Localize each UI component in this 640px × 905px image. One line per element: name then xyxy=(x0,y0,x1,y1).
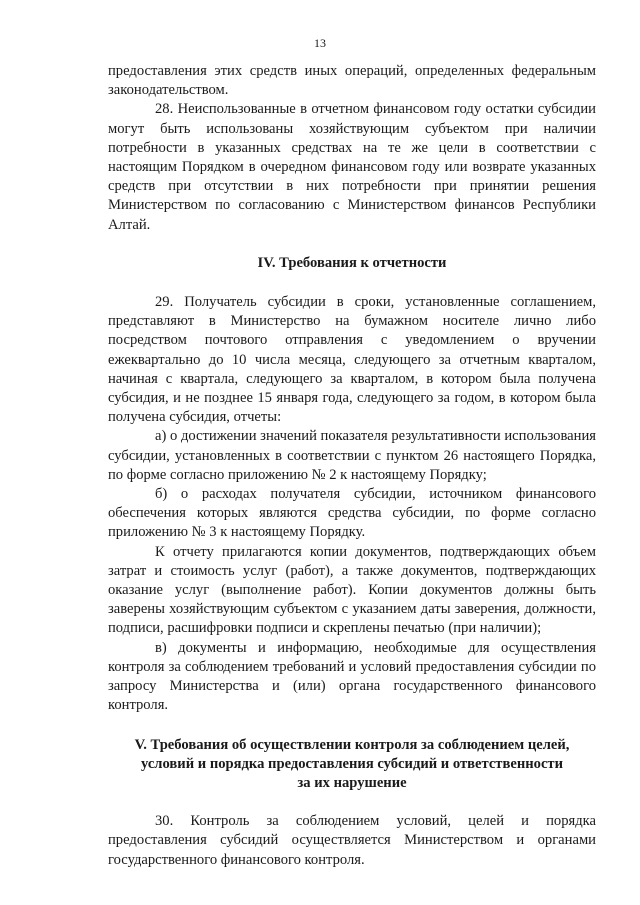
section-heading-reporting: IV. Требования к отчетности xyxy=(257,254,447,271)
paragraph-29-attachments: К отчету прилагаются копии документов, подтверждающих объем затрат и стоимость услуг (работ), а также документов, подтверждающих оказание услуг (выполнение работ). Копии документов должны быть заверены хозяйствующим субъектом с указанием даты заверения, должности, подписи, расшифровки подписи и скреплены печатью (при наличии); xyxy=(108,543,596,637)
paragraph-30: 30. Контроль за соблюдением условий, целей и порядка предоставления субсидий осуществляется Министерством и органами государственного финансового контроля. xyxy=(108,813,596,868)
paragraph-29-v: в) документы и информацию, необходимые для осуществления контроля за соблюдением требований и условий предоставления субсидии по запросу Министерства и (или) органа государственного финансового контроля. xyxy=(108,639,596,714)
section-heading-control-line-1: V. Требования об осуществлении контроля за соблюдением целей, xyxy=(134,736,570,753)
page-number: 13 xyxy=(314,36,326,50)
document-body xyxy=(108,62,596,870)
paragraph-29: 29. Получатель субсидии в сроки, установленные соглашением, представляют в Министерство на бумажном носителе лично либо посредством почтового отправления с уведомлением о вручении ежеквартально до 10 числа месяца, следующего за отчетным кварталом, начиная с квартала, следующего за кварталом, в котором была получена субсидия, и не позднее 15 января года, следующего за годом, в котором была получена субсидия, отчеты: xyxy=(108,294,596,426)
paragraph-29-a: а) о достижении значений показателя результативности использования субсидии, установленных в соответствии с пунктом 26 настоящего Порядка, по форме согласно приложению № 2 к настоящему Порядку; xyxy=(108,428,596,483)
paragraph-29-b: б) о расходах получателя субсидии, источником финансового обеспечения которых являются средства субсидии, по форме согласно приложению № 3 к настоящему Порядку. xyxy=(108,486,596,541)
section-heading-control xyxy=(108,736,596,794)
section-heading-control-line-2: условий и порядка предоставления субсидий и ответственности xyxy=(140,755,564,772)
paragraph-28: 28. Неиспользованные в отчетном финансовом году остатки субсидии могут быть использованы хозяйствующим субъектом при наличии потребности в указанных средствах на те же цели в соответствии с настоящим Порядком в очередном финансовом году или возврате указанных средств при отсутствии в них потребности при принятии решения Министерством по согласованию с Министерством финансов Республики Алтай. xyxy=(108,101,596,233)
paragraph-continuation: предоставления этих средств иных операций, определенных федеральным законодательством. xyxy=(108,63,596,99)
section-heading-control-line-3: за их нарушение xyxy=(297,774,407,791)
